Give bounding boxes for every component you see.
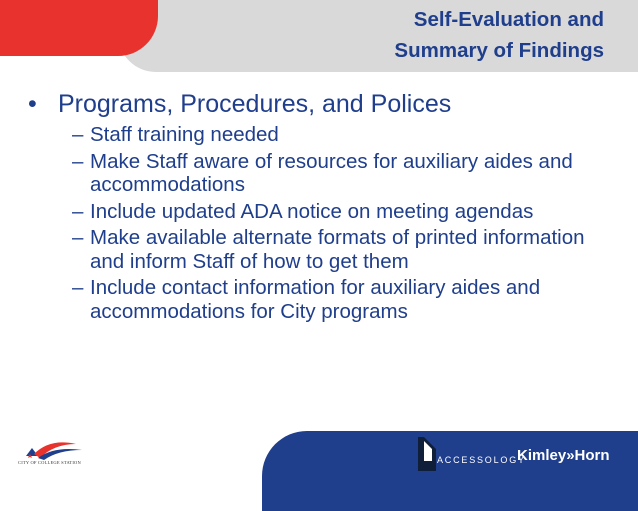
sub-bullet-text: Make Staff aware of resources for auxiliary aides and accommodations [90,149,573,196]
sub-bullet-item [72,200,618,224]
sub-bullet-item [72,276,618,323]
accessology-label: ACCESSOLOGY [437,455,526,465]
sub-bullet-text: Make available alternate formats of printed information and inform Staff of how to get them [90,226,585,273]
kimley-horn-logo-text: Kimley»Horn [517,447,610,464]
slide-body [28,88,618,323]
dash-icon: – [72,276,84,299]
city-logo-icon [20,434,98,474]
bullet-dot-icon: • [28,90,37,118]
sub-bullet-text: Staff training needed [90,123,279,146]
sub-bullet-item [72,123,618,147]
sub-bullet-item [72,226,618,273]
slide-title [394,4,604,66]
dash-icon: – [72,199,84,223]
main-bullet [28,88,618,120]
accessology-logo-icon [418,437,436,471]
dash-icon: – [72,226,84,249]
sub-bullet-text: Include contact information for auxiliary aides and accommodations for City programs [90,276,541,323]
sub-bullet-item [72,150,618,197]
main-bullet-text: Programs, Procedures, and Polices [58,90,452,118]
dash-icon: – [72,123,84,146]
footer-blue-band [262,431,638,511]
city-logo-label: CITY OF COLLEGE STATION [18,460,81,465]
sub-bullet-list [28,123,618,323]
header-red-accent [0,0,158,56]
slide-title-line-1: Self-Evaluation and [413,8,604,31]
sub-bullet-text: Include updated ADA notice on meeting agendas [90,199,534,223]
dash-icon: – [72,149,84,173]
slide-title-line-2: Summary of Findings [394,39,604,62]
